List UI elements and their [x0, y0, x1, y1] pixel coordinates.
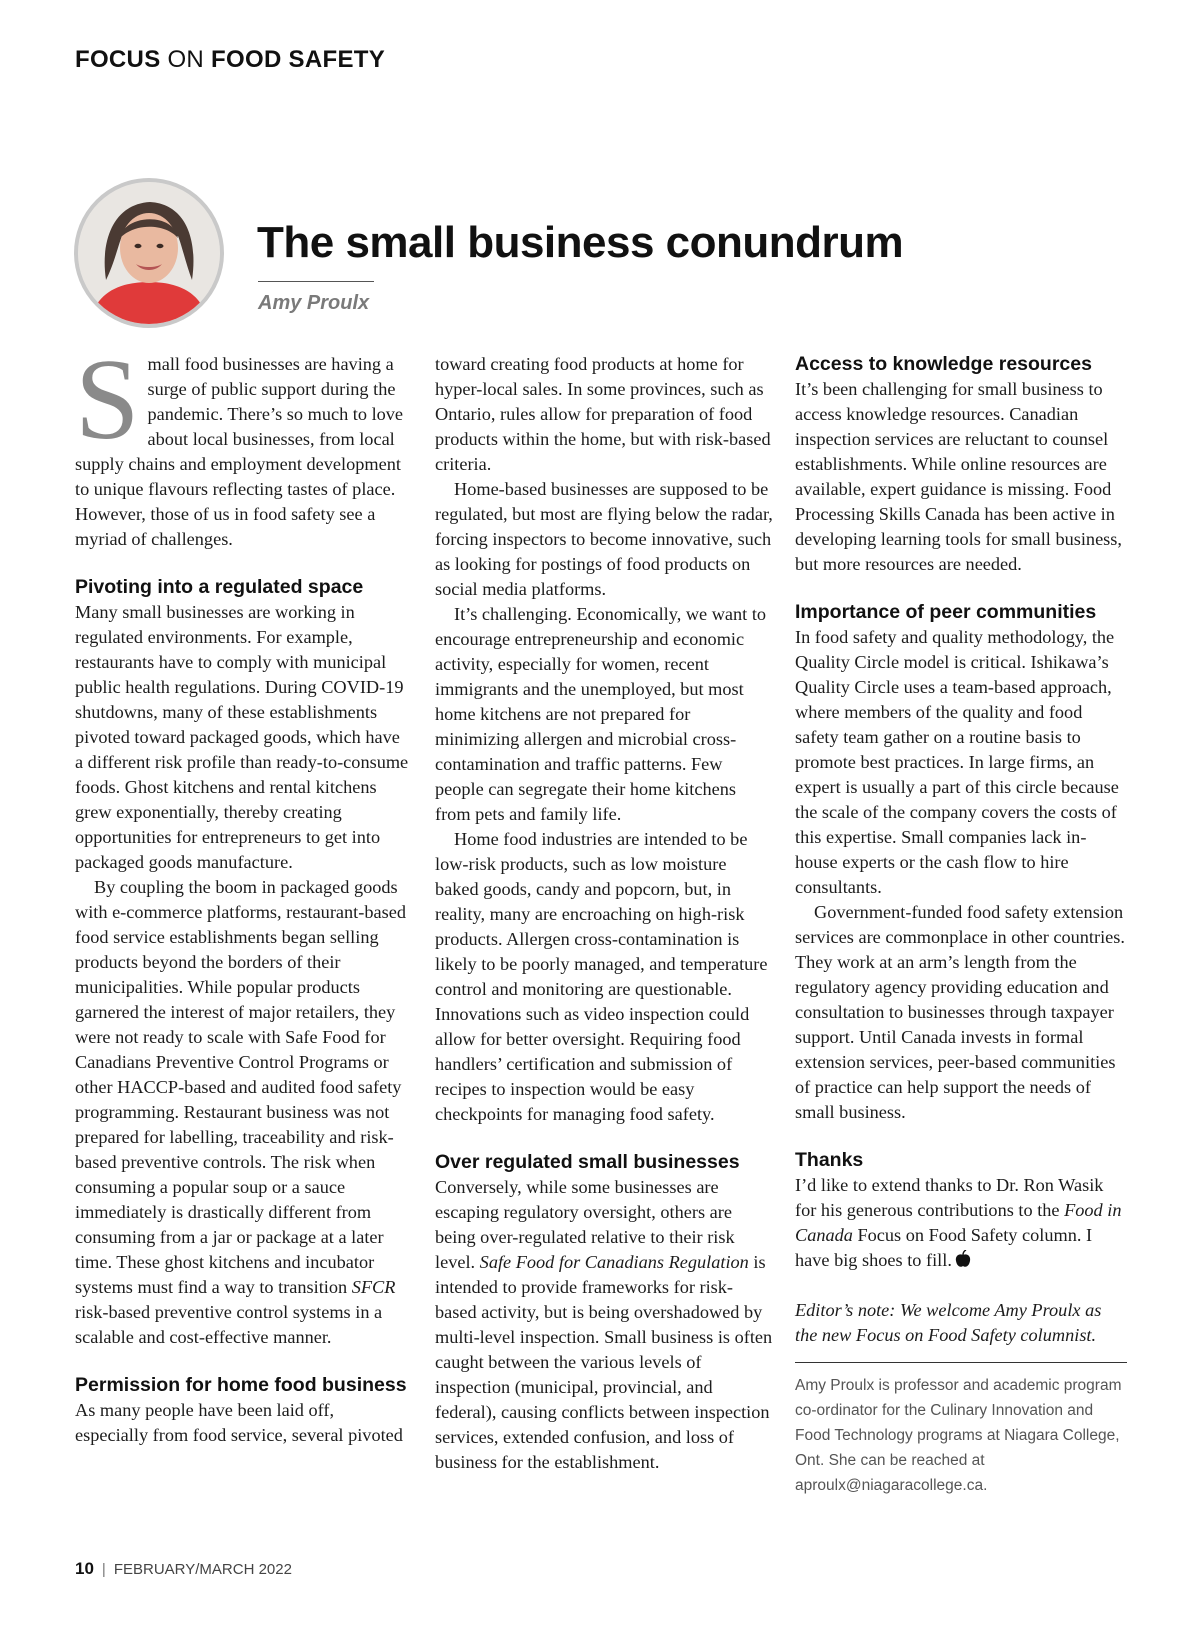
paragraph: It’s challenging. Economically, we want to encourage entrepreneurship and economic activity, especially for women, recent immigrants and the unemployed, but most home kitchens are not prepared for minimizing allergen and microbial cross-contamination and traffic patterns. Few people can segregate their home kitchens from pets and family life.	[435, 604, 767, 824]
paragraph-emphasis: Food in Canada	[795, 1200, 1122, 1245]
article-column-3	[795, 352, 1127, 1498]
apple-icon	[955, 1250, 971, 1275]
heading-peer: Importance of peer communities	[795, 601, 1097, 623]
section-label	[75, 46, 385, 74]
paragraph-emphasis: Safe Food for Canadians Regulation	[479, 1252, 749, 1272]
heading-thanks: Thanks	[795, 1149, 864, 1171]
paragraph: Home-based businesses are supposed to be regulated, but most are flying below the radar, forcing inspectors to become innovative, such as looking for postings of food products on social media platforms.	[435, 479, 773, 599]
heading-knowledge: Access to knowledge resources	[795, 353, 1092, 375]
heading-over-regulated: Over regulated small businesses	[435, 1151, 740, 1173]
intro-paragraph	[75, 336, 410, 552]
dropcap: S	[75, 336, 140, 464]
editors-note: Editor’s note: We welcome Amy Proulx as the new Focus on Food Safety columnist.	[795, 1300, 1102, 1345]
paragraph: Many small businesses are working in regulated environments. For example, restaurants have to comply with municipal public health regulations. During COVID-19 shutdowns, many of these establishments pivoted toward packaged goods, which have a different risk profile than ready-to-consume foods. Ghost kitchens and rental kitchens grew exponentially, thereby creating opportunities for entrepreneurs to get into packaged goods manufacture.	[75, 602, 409, 872]
bio-divider	[795, 1362, 1127, 1363]
issue-date: FEBRUARY/MARCH 2022	[113, 1561, 292, 1578]
author-avatar	[74, 178, 224, 328]
author-byline: Amy Proulx	[258, 292, 370, 314]
section-topic: FOOD SAFETY	[211, 46, 386, 73]
paragraph-text: risk-based preventive control systems in a scalable and cost-effective manner.	[75, 1302, 383, 1347]
section-focus: FOCUS	[75, 46, 161, 73]
heading-pivoting: Pivoting into a regulated space	[75, 576, 364, 598]
heading-permission: Permission for home food business	[75, 1374, 407, 1396]
title-divider	[258, 281, 374, 282]
page-footer	[75, 1559, 292, 1579]
section-on: ON	[167, 46, 205, 73]
paragraph: Home food industries are intended to be low-risk products, such as low moisture baked goods, candy and popcorn, but, in reality, many are encroaching on high-risk products. Allergen cross-contamination is likely to be poorly managed, and temperature control and monitoring are questionable. Innovations such as video inspection could allow for better oversight. Requiring food handlers’ certification and submission of recipes to inspection would be easy checkpoints for managing food safety.	[435, 829, 768, 1124]
paragraph	[75, 875, 410, 1350]
intro-text: mall food businesses are having a surge of public support during the pandemic. There’s so much to love about local businesses, from local supply chains and employment development to unique flavours reflecting tastes of place. However, those of us in food safety see a myriad of challenges.	[75, 354, 404, 549]
paragraph: It’s been challenging for small business to access knowledge resources. Canadian inspection services are reluctant to counsel establishments. While online resources are available, expert guidance is missing. Food Processing Skills Canada has been active in developing learning tools for small business, but more resources are needed.	[795, 379, 1122, 574]
author-bio: Amy Proulx is professor and academic program co-ordinator for the Culinary Innovation and Food Technology programs at Niagara College, Ont. She can be reached at aproulx@niagaracollege.ca.	[795, 1377, 1122, 1494]
paragraph-text: I’d like to extend thanks to Dr. Ron Wasik for his generous contributions to the	[795, 1175, 1104, 1220]
paragraph-emphasis: SFCR	[351, 1277, 396, 1297]
article-column-2	[435, 352, 773, 1475]
footer-separator: |	[101, 1561, 106, 1578]
article-title: The small business conundrum	[257, 218, 904, 267]
author-portrait-icon	[78, 182, 220, 324]
paragraph: As many people have been laid off, especially from food service, several pivoted	[75, 1400, 403, 1445]
paragraph-text: Focus on Food Safety column. I have big shoes to fill.	[795, 1225, 1093, 1270]
paragraph-text: By coupling the boom in packaged goods with e-commerce platforms, restaurant-based food service establishments began selling products beyond the borders of their municipalities. While popular products garnered the interest of major retailers, they were not ready to scale with Safe Food for Canadians Preventive Control Programs or other HACCP-based and audited food safety programming. Restaurant business was not prepared for labelling, traceability and risk-based preventive controls. The risk when consuming a popular soup or a sauce immediately is drastically different from consuming from a jar or package at a later time. These ghost kitchens and incubator systems must find a way to transition	[75, 877, 406, 1297]
paragraph-text: is intended to provide frameworks for risk-based activity, but is being overshadowed by multi-level inspection. Small business is often caught between the various levels of inspection (municipal, provincial, and federal), causing conflicts between inspection services, extended confusion, and loss of business for the establishment.	[435, 1252, 773, 1472]
paragraph-text: Conversely, while some businesses are escaping regulatory oversight, others are being over-regulated relative to their risk level.	[435, 1177, 735, 1272]
paragraph: toward creating food products at home for hyper-local sales. In some provinces, such as Ontario, rules allow for preparation of food products within the home, but with risk-based criteria.	[435, 354, 771, 474]
paragraph	[795, 1173, 1127, 1275]
paragraph: In food safety and quality methodology, the Quality Circle model is critical. Ishikawa’s Quality Circle uses a team-based approach, where members of the quality and food safety team gather on a routine basis to promote best practices. In large firms, an expert is usually a part of this circle because the scale of the company covers the costs of this expertise. Small companies lack in-house experts or the cash flow to hire consultants.	[795, 627, 1119, 897]
page-number: 10	[75, 1559, 94, 1578]
article-column-1	[75, 336, 410, 1448]
paragraph: Government-funded food safety extension services are commonplace in other countries. They work at an arm’s length from the regulatory agency providing education and consultation to businesses through taxpayer support. Until Canada invests in formal extension services, peer-based communities of practice can help support the needs of small business.	[795, 902, 1125, 1122]
paragraph	[435, 1175, 773, 1475]
